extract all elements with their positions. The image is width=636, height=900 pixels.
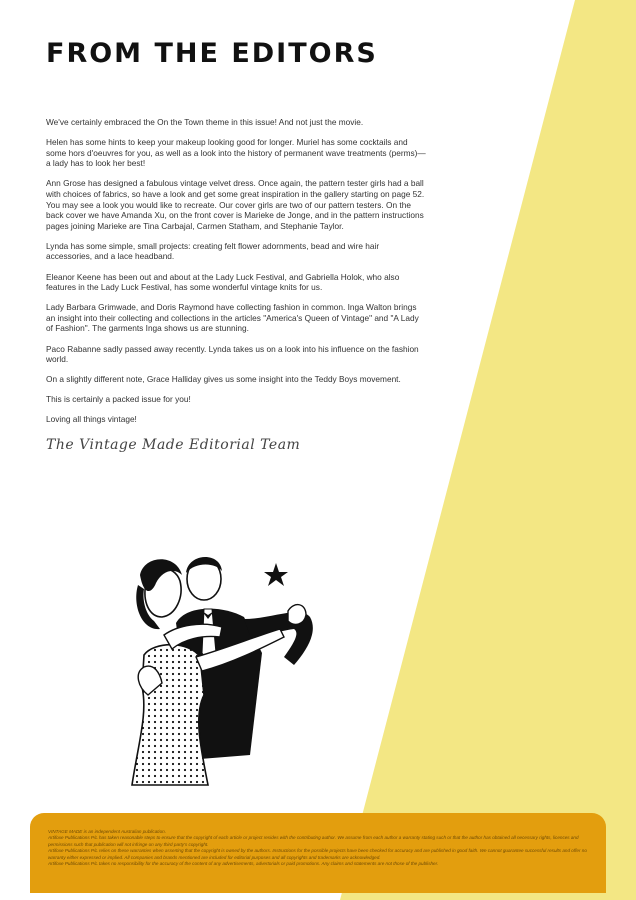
footer-line-1: VINTAGE MADE is an independent Australian publication. — [48, 829, 166, 834]
footer-line-4: Artifoxe Publications P/L takes no responsibility for the accuracy of the content of any advertisements, advertorials or paid promotions. Any claims and statements are not those of the publisher. — [48, 861, 439, 867]
publisher-disclaimer-footer — [30, 813, 606, 893]
paragraph-4: Lynda has some simple, small projects: creating felt flower adornments, bead and wire hair accessories, and a lace headband. — [46, 240, 380, 262]
paragraph-9: This is certainly a packed issue for you! — [46, 394, 191, 405]
footer-line-2: Artifoxe Publications P/L has taken reasonable steps to ensure that the copyright of each article or project resides with the contributing author. We assume from each author a warranty stating such or that the author has obtained all necessary rights, licences and permissions such that publication will not infringe on any third party's copyright. — [48, 835, 579, 847]
paragraph-7: Paco Rabanne sadly passed away recently. Lynda takes us on a look into his influence on the fashion world. — [46, 343, 419, 365]
paragraph-5: Eleanor Keene has been out and about at the Lady Luck Festival, and Gabriella Holok, who also features in the Lady Luck Festival, has some wonderful vintage knits for us. — [46, 271, 400, 293]
paragraph-10: Loving all things vintage! — [46, 414, 137, 425]
paragraph-1: We've certainly embraced the On the Town theme in this issue! And not just the movie. — [46, 117, 364, 127]
editorial-content — [46, 40, 426, 453]
paragraph-6: Lady Barbara Grimwade, and Doris Raymond have collecting fashion in common. Inga Walton brings an insight into their collecting and collections in the articles "America's Queen of Vintage" and "A Lady of Fashion". The garments Inga shows us are stunning. — [46, 302, 419, 334]
paragraph-8: On a slightly different note, Grace Halliday gives us some insight into the Teddy Boys movement. — [46, 374, 401, 385]
dancing-couple-illustration — [104, 545, 340, 793]
paragraph-2: Helen has some hints to keep your makeup looking good for longer. Muriel has some cocktails and some hors d'oeuvres for you, as well as a look into the history of permanent wave treatments (perms)—a lady has to look her best! — [46, 137, 426, 169]
page-title: FROM THE EDITORS — [46, 38, 378, 69]
star-icon — [264, 563, 288, 586]
footer-line-3: Artifoxe Publications P/L relies on these warranties when asserting that the copyright is owned by the authors. Instructions for the possible projects have been checked for accuracy and are published in good faith. We cannot guarantee successful results and offer no warranty either expressed or implied. All companies and brands mentioned are included for editorial purposes and all copyrights and trademarks are acknowledged. — [48, 848, 587, 860]
paragraph-3: Ann Grose has designed a fabulous vintage velvet dress. Once again, the pattern tester girls had a ball with choices of fabrics, so have a look and get some great inspiration in the gallery starting on page 52. You may see a look you would like to recreate. Our cover girls are two of our pattern testers. On the back cover we have Amanda Xu, on the front cover is Marieke de Jonge, and in the pattern instructions pages joining Marieke are Tina Carbajal, Carmen Statham, and Stephanie Taylor. — [46, 178, 425, 231]
editorial-signature: The Vintage Made Editorial Team — [46, 436, 301, 453]
